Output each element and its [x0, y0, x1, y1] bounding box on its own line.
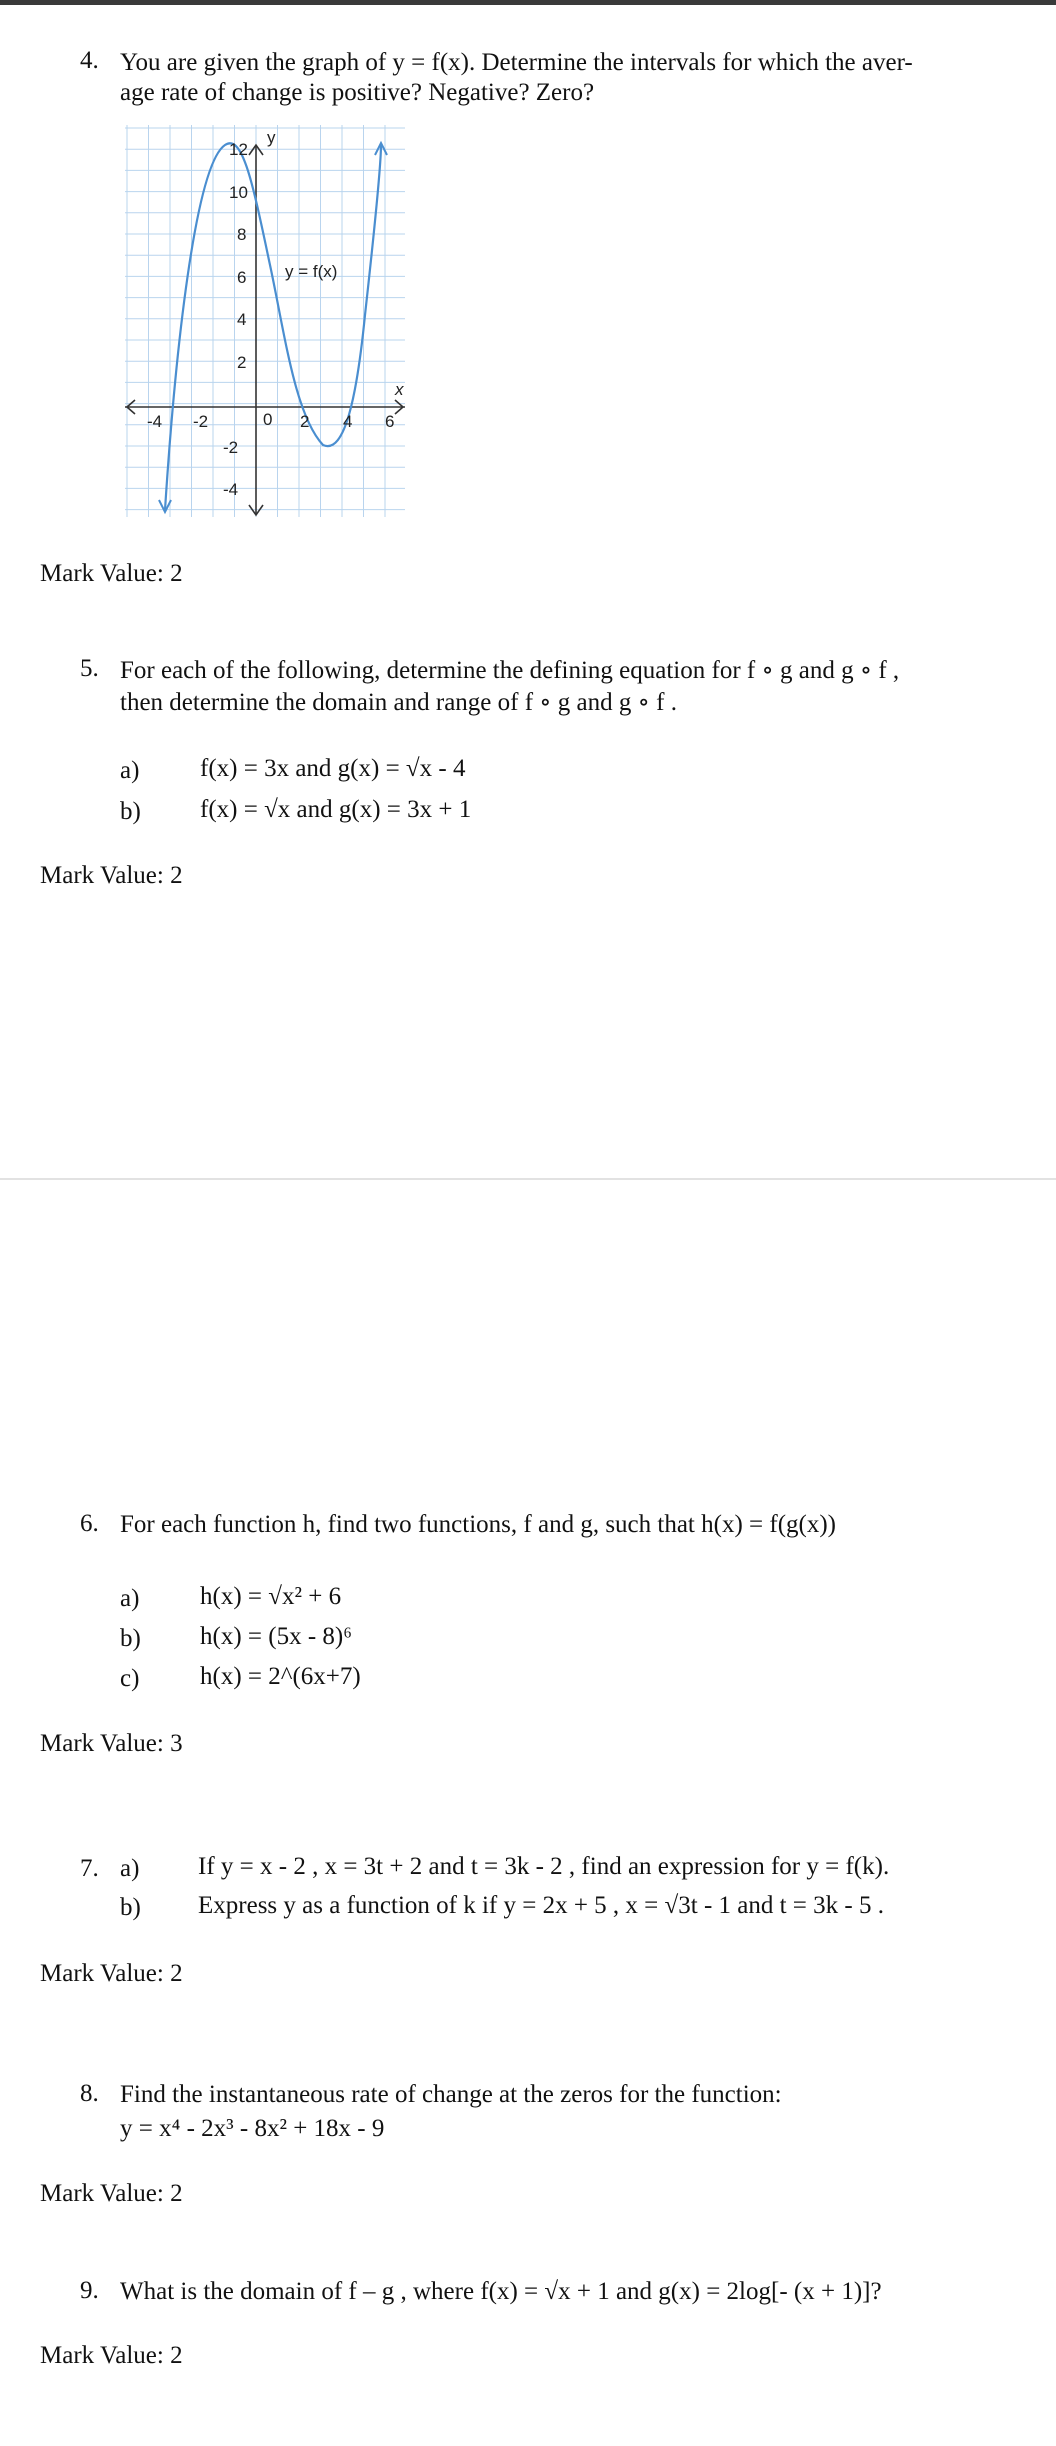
y-tick-10: 10	[229, 183, 248, 202]
part-label-c: c)	[120, 1665, 140, 1692]
y-tick-neg4: -4	[223, 480, 239, 499]
mark-value: Mark Value: 2	[40, 862, 183, 889]
question-text-line-2: age rate of change is positive? Negative? Zero?	[120, 79, 595, 106]
graph-svg	[125, 125, 410, 520]
question-text-line-1: Find the instantaneous rate of change at the zeros for the function:	[120, 2081, 782, 2108]
function-expression: y = x⁴ - 2x³ - 8x² + 18x - 9	[120, 2115, 385, 2142]
x-tick-0: 0	[263, 410, 273, 429]
x-tick-neg4: -4	[147, 412, 163, 431]
part-c-expression: h(x) = 2^(6x+7)	[200, 1663, 361, 1690]
x-tick-2: 2	[300, 412, 310, 431]
question-number: 8.	[80, 2080, 99, 2107]
question-text-line-2: then determine the domain and range of f ∘ g and g ∘ f .	[120, 689, 677, 716]
mark-value: Mark Value: 2	[40, 1960, 183, 1987]
x-axis-label: x	[395, 380, 404, 399]
graph-grid	[125, 125, 405, 517]
part-a-expression: If y = x - 2 , x = 3t + 2 and t = 3k - 2 , find an expression for y = f(k).	[198, 1853, 890, 1880]
part-b-expression: f(x) = √x and g(x) = 3x + 1	[200, 796, 472, 823]
part-label-b: b)	[120, 1894, 141, 1921]
y-tick-12: 12	[229, 140, 248, 159]
question-text-line-1: For each of the following, determine the defining equation for f ∘ g and g ∘ f ,	[120, 657, 900, 684]
part-b-expression: Express y as a function of k if y = 2x + 5 , x = √3t - 1 and t = 3k - 5 .	[198, 1892, 884, 1919]
y-tick-8: 8	[237, 225, 247, 244]
part-label-b: b)	[120, 1625, 141, 1652]
question-text: What is the domain of f – g , where f(x) = √x + 1 and g(x) = 2log[- (x + 1)]?	[120, 2278, 882, 2305]
y-tick-4: 4	[237, 310, 247, 329]
mark-value: Mark Value: 2	[40, 2180, 183, 2207]
question-text-line-1: For each function h, find two functions, f and g, such that h(x) = f(g(x))	[120, 1511, 837, 1538]
y-tick-neg2: -2	[223, 438, 239, 457]
part-a-expression: h(x) = √x² + 6	[200, 1583, 342, 1610]
part-label-a: a)	[120, 1855, 140, 1882]
mark-value: Mark Value: 2	[40, 560, 183, 587]
part-b-expression: h(x) = (5x - 8)⁶	[200, 1623, 352, 1650]
question-text-line-1: You are given the graph of y = f(x). Determine the intervals for which the aver-	[120, 49, 913, 76]
x-tick-neg2: -2	[193, 412, 209, 431]
y-axis-label: y	[267, 128, 276, 147]
function-graph	[125, 125, 410, 520]
page-divider	[0, 1178, 1056, 1180]
mark-value: Mark Value: 2	[40, 2342, 183, 2369]
x-tick-4: 4	[343, 412, 353, 431]
curve-label: y = f(x)	[285, 262, 338, 281]
function-curve	[165, 143, 381, 510]
part-label-a: a)	[120, 757, 140, 784]
question-number: 6.	[80, 1510, 99, 1537]
question-number: 4.	[80, 47, 99, 74]
x-tick-6: 6	[385, 412, 395, 431]
part-a-expression: f(x) = 3x and g(x) = √x - 4	[200, 755, 466, 782]
top-edge-bar	[0, 0, 1056, 5]
part-label-b: b)	[120, 798, 141, 825]
question-number: 5.	[80, 655, 99, 682]
y-tick-6: 6	[237, 268, 247, 287]
question-number: 7.	[80, 1855, 99, 1882]
part-label-a: a)	[120, 1585, 140, 1612]
question-number: 9.	[80, 2277, 99, 2304]
y-tick-2: 2	[237, 353, 247, 372]
mark-value: Mark Value: 3	[40, 1730, 183, 1757]
